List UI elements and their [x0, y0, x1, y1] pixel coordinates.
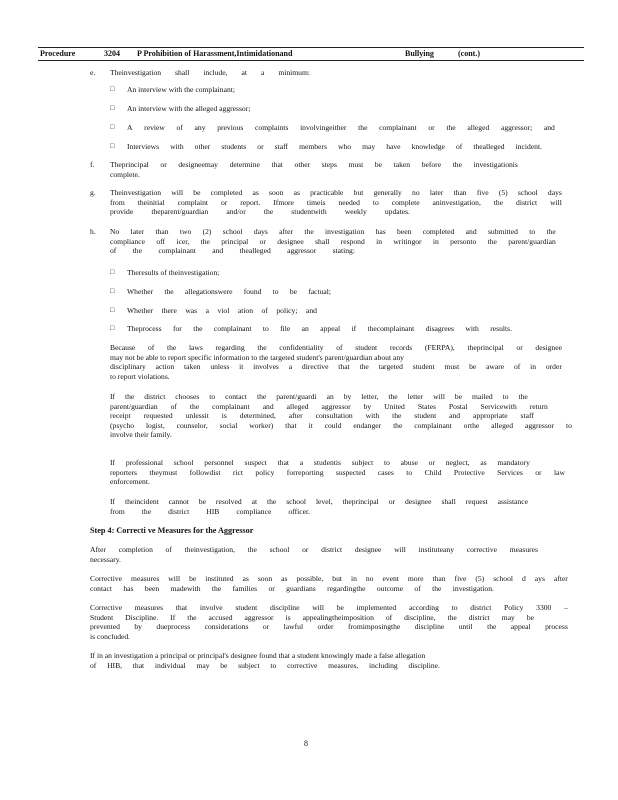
step4-p3-line-3: prevented by dueprocess considerations or lawful order fromimposingthe discipline until the appeal process	[90, 622, 568, 632]
square-bullet-icon: □	[110, 142, 115, 150]
professional-line-1: If professional school personnel suspect that a studentis subject to abuse or neglect, as mandatory	[110, 458, 530, 467]
header-cont: (cont.)	[458, 49, 480, 58]
step4-p3-line-1: Corrective measures that involve student discipline will be implemented according to district Policy 3300 –	[90, 603, 568, 612]
step-4-heading: Step 4: Correcti ve Measures for the Aggressor	[90, 526, 254, 535]
header-bullying: Bullying	[405, 49, 434, 58]
step4-p1-line-1: After completion of theinvestigation, the school or district designee will instituteany corrective measures	[90, 545, 538, 554]
step4-p3-line-2: Student Discipline. If the accused aggressor is appealingtheimposition of discipline, the district may be	[90, 612, 534, 622]
item-f-text	[110, 160, 518, 179]
unresolved-line-1: If theincident cannot be resolved at the school level, theprincipal or designee shall request assistance	[110, 497, 528, 506]
square-bullet-icon: □	[110, 287, 115, 295]
step4-p4-line-1: If in an investigation a principal or principal's designee found that a student knowingly made a false allegation	[90, 651, 426, 660]
step4-paragraph-4	[90, 651, 530, 670]
unresolved-paragraph	[110, 497, 528, 516]
contact-paragraph	[110, 392, 572, 440]
item-g-line-3-wrap	[110, 207, 410, 217]
page-number: 8	[304, 739, 308, 748]
item-h-label: h.	[90, 227, 96, 236]
step4-paragraph-1	[90, 545, 538, 564]
item-h-line-3-wrap	[110, 246, 355, 256]
item-h-bullet-1: Theresults of theinvestigation;	[127, 268, 220, 277]
item-f-line-2: complete.	[110, 169, 140, 179]
step4-p4-line-2-wrap	[90, 661, 440, 671]
item-e-bullet-4	[127, 142, 542, 152]
square-bullet-icon: □	[110, 324, 115, 332]
contact-line-3: receipt requested unlessit is determined, after consultation with the student and appropriate staff	[110, 411, 534, 421]
ferpa-line-4: to report violations.	[110, 371, 170, 381]
item-g-line-1: Theinvestigation will be completed as soon as practicable but generally no later than five (5) school days	[110, 188, 562, 197]
item-h-line-2: compliance off icer, the principal or designee shall respond in writingor in personto the parent/guardian	[110, 236, 556, 246]
professional-line-3: enforcement.	[110, 477, 150, 487]
item-h-bullet-2	[127, 287, 331, 297]
item-f-label: f.	[90, 160, 95, 169]
step4-p2-line-1: Corrective measures will be instituted as soon as possible, but in no event more than five (5) school d ays after	[90, 574, 568, 583]
step4-paragraph-2	[90, 574, 568, 593]
square-bullet-icon: □	[110, 306, 115, 314]
professional-line-2: reporters theymust followdist rict policy forreporting suspected cases to Child Protective Services or law	[110, 467, 565, 477]
contact-line-2-wrap	[110, 402, 548, 412]
contact-line-5: involve their family.	[110, 430, 172, 440]
step4-p2-line-2-wrap	[90, 584, 494, 594]
item-g-label: g.	[90, 188, 96, 197]
item-g-text	[110, 188, 562, 217]
item-e-label: e.	[90, 68, 96, 77]
step4-p1-line-2: necessary.	[90, 554, 121, 564]
contact-line-1-wrap	[110, 392, 528, 402]
item-e-text	[110, 68, 310, 78]
procedure-header	[38, 47, 584, 61]
header-procedure-number: 3204	[104, 49, 120, 58]
ferpa-paragraph	[110, 343, 562, 381]
item-e-bullet-3-text: A review of any previous complaints involvingeither the complainant or the alleged aggressor; and	[127, 123, 555, 132]
step4-p3-line-2-wrap	[90, 613, 534, 623]
item-e-bullet-2: An interview with the alleged aggressor;	[127, 104, 251, 113]
square-bullet-icon: □	[110, 268, 115, 276]
step4-p2-line-2: contact has been madewith the families or guardians regardingthe outcome of the investigation.	[90, 583, 494, 593]
square-bullet-icon: □	[110, 104, 115, 112]
unresolved-line-2-wrap	[110, 507, 310, 517]
item-h-line-1: No later than two (2) school days after the investigation has been completed and submitted to the	[110, 227, 556, 236]
item-h-line-3: of the complainant and thealleged aggressor stating:	[110, 246, 355, 256]
header-procedure-title: P Prohibition of Harassment,Intimidationand	[137, 49, 293, 58]
item-e-bullet-4-text: Interviews with other students or staff members who may have knowledge of thealleged incident.	[127, 142, 542, 151]
square-bullet-icon: □	[110, 85, 115, 93]
item-g-line-2: from theinitial complaint or report. Ifmore timeis needed to complete aninvestigation, the district will	[110, 197, 562, 207]
contact-line-2: parent/guardian of the complainant and alleged aggressor by United States Postal Servicewith return	[110, 401, 548, 411]
item-e-line: Theinvestigation shall include, at a minimum:	[110, 68, 310, 77]
item-h-text	[110, 227, 556, 256]
step4-paragraph-3	[90, 603, 568, 641]
item-e-bullet-1: An interview with the complainant;	[127, 85, 235, 94]
item-g-line-3: provide theparent/guardian and/or the studentwith weekly updates.	[110, 207, 410, 217]
step4-p3-line-4: is concluded.	[90, 631, 131, 641]
professional-paragraph	[110, 458, 565, 487]
ferpa-line-1: Because of the laws regarding the confidentiality of student records (FERPA), theprincipal or designee	[110, 343, 562, 352]
item-h-bullet-4	[127, 324, 512, 334]
step4-p4-line-2: of HIB, that individual may be subject to corrective measures, including discipline.	[90, 660, 440, 670]
header-procedure-label: Procedure	[40, 49, 76, 58]
item-e-bullet-3	[127, 123, 555, 133]
square-bullet-icon: □	[110, 123, 115, 131]
item-h-bullet-2-text: Whether the allegationswere found to be factual;	[127, 287, 331, 296]
ferpa-line-3: disciplinary action taken unless it involves a directive that the targeted student must be aware of in order	[110, 362, 562, 372]
item-h-bullet-3-text: Whether there was a viol ation of policy; and	[127, 306, 317, 315]
professional-line-1-wrap	[110, 458, 530, 468]
item-h-bullet-3	[127, 306, 317, 316]
ferpa-line-2: may not be able to report specific information to the targeted student's parent/guardian about any	[110, 352, 404, 362]
unresolved-line-2: from the district HIB compliance officer.	[110, 506, 310, 516]
item-h-bullet-4-text: Theprocess for the complainant to file an appeal if thecomplainant disagrees with results.	[127, 324, 512, 333]
item-f-line-1: Theprincipal or designeemay determine that other steps must be taken before the investigationis	[110, 160, 518, 169]
contact-line-3-wrap	[110, 411, 534, 421]
contact-line-4: (psycho logist, counselor, social worker) that it could endanger the complainant orthe alleged aggressor to	[110, 420, 572, 430]
contact-line-1: If the district chooses to contact the parent/guardi an by letter, the letter will be mailed to the	[110, 392, 528, 401]
